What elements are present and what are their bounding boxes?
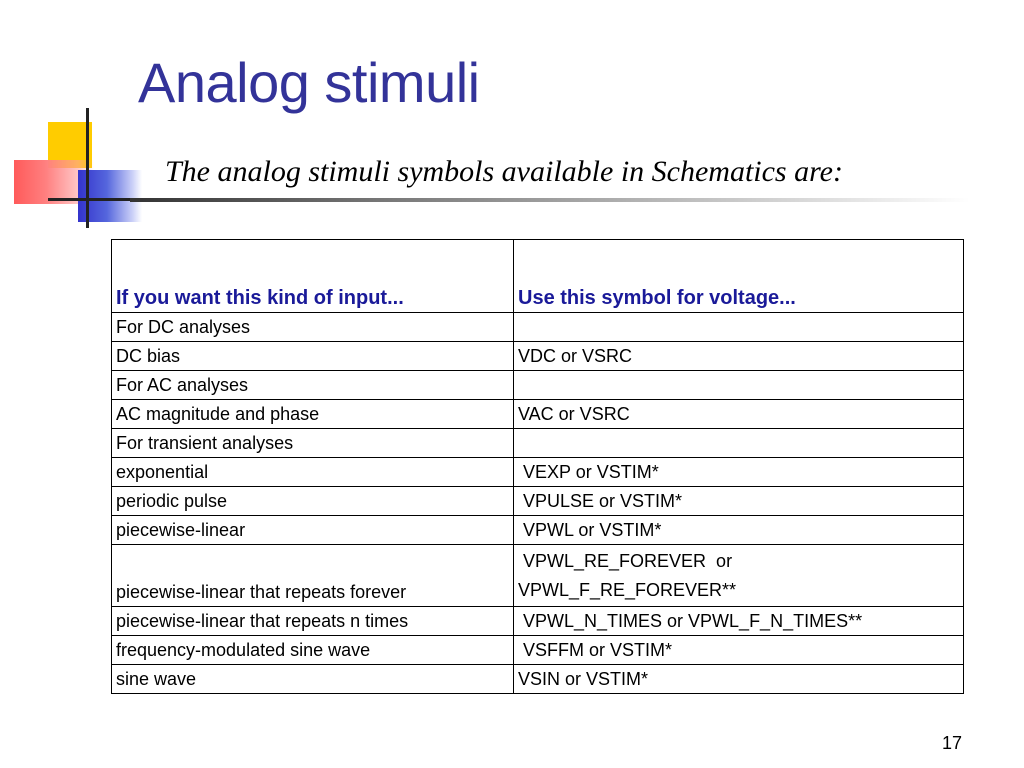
header-voltage-symbol: Use this symbol for voltage... — [514, 240, 964, 313]
row-symbol: VAC or VSRC — [514, 400, 964, 429]
table-row — [112, 400, 964, 429]
row-input: frequency-modulated sine wave — [112, 636, 514, 665]
row-symbol-line-2: VPWL_F_RE_FOREVER** — [518, 579, 737, 600]
table-row — [112, 636, 964, 665]
stimuli-table — [111, 239, 964, 694]
table-row — [112, 313, 964, 342]
row-input: For transient analyses — [112, 429, 514, 458]
row-symbol: VSFFM or VSTIM* — [514, 636, 964, 665]
row-input: For DC analyses — [112, 313, 514, 342]
row-input: For AC analyses — [112, 371, 514, 400]
row-input: piecewise-linear that repeats n times — [112, 607, 514, 636]
row-input: periodic pulse — [112, 487, 514, 516]
row-symbol — [514, 545, 964, 607]
row-symbol: VPWL_N_TIMES or VPWL_F_N_TIMES** — [514, 607, 964, 636]
row-symbol — [514, 371, 964, 400]
header-input-kind: If you want this kind of input... — [112, 240, 514, 313]
logo-vertical-line — [86, 108, 89, 228]
table-row — [112, 458, 964, 487]
table-row — [112, 429, 964, 458]
row-symbol: VPWL or VSTIM* — [514, 516, 964, 545]
table-row — [112, 487, 964, 516]
table-header-row — [112, 240, 964, 313]
table-row — [112, 516, 964, 545]
title-underline-rule — [130, 198, 970, 202]
row-symbol: VPULSE or VSTIM* — [514, 487, 964, 516]
row-symbol: VSIN or VSTIM* — [514, 665, 964, 694]
row-symbol: VEXP or VSTIM* — [514, 458, 964, 487]
table-row — [112, 665, 964, 694]
row-input: AC magnitude and phase — [112, 400, 514, 429]
page-number: 17 — [941, 733, 962, 753]
slide-logo-decoration — [0, 100, 160, 240]
row-input: exponential — [112, 458, 514, 487]
table-row — [112, 607, 964, 636]
slide-title: Analog stimuli — [138, 51, 480, 114]
row-symbol: VDC or VSRC — [514, 342, 964, 371]
row-symbol-line-1: VPWL_RE_FOREVER or — [518, 550, 733, 571]
row-input: sine wave — [112, 665, 514, 694]
table-row — [112, 371, 964, 400]
row-input: piecewise-linear — [112, 516, 514, 545]
table-row — [112, 342, 964, 371]
row-symbol — [514, 313, 964, 342]
row-input: DC bias — [112, 342, 514, 371]
table-row — [112, 545, 964, 607]
row-input: piecewise-linear that repeats forever — [112, 545, 514, 607]
slide-subtitle: The analog stimuli symbols available in Schematics are: — [165, 155, 843, 188]
row-symbol — [514, 429, 964, 458]
